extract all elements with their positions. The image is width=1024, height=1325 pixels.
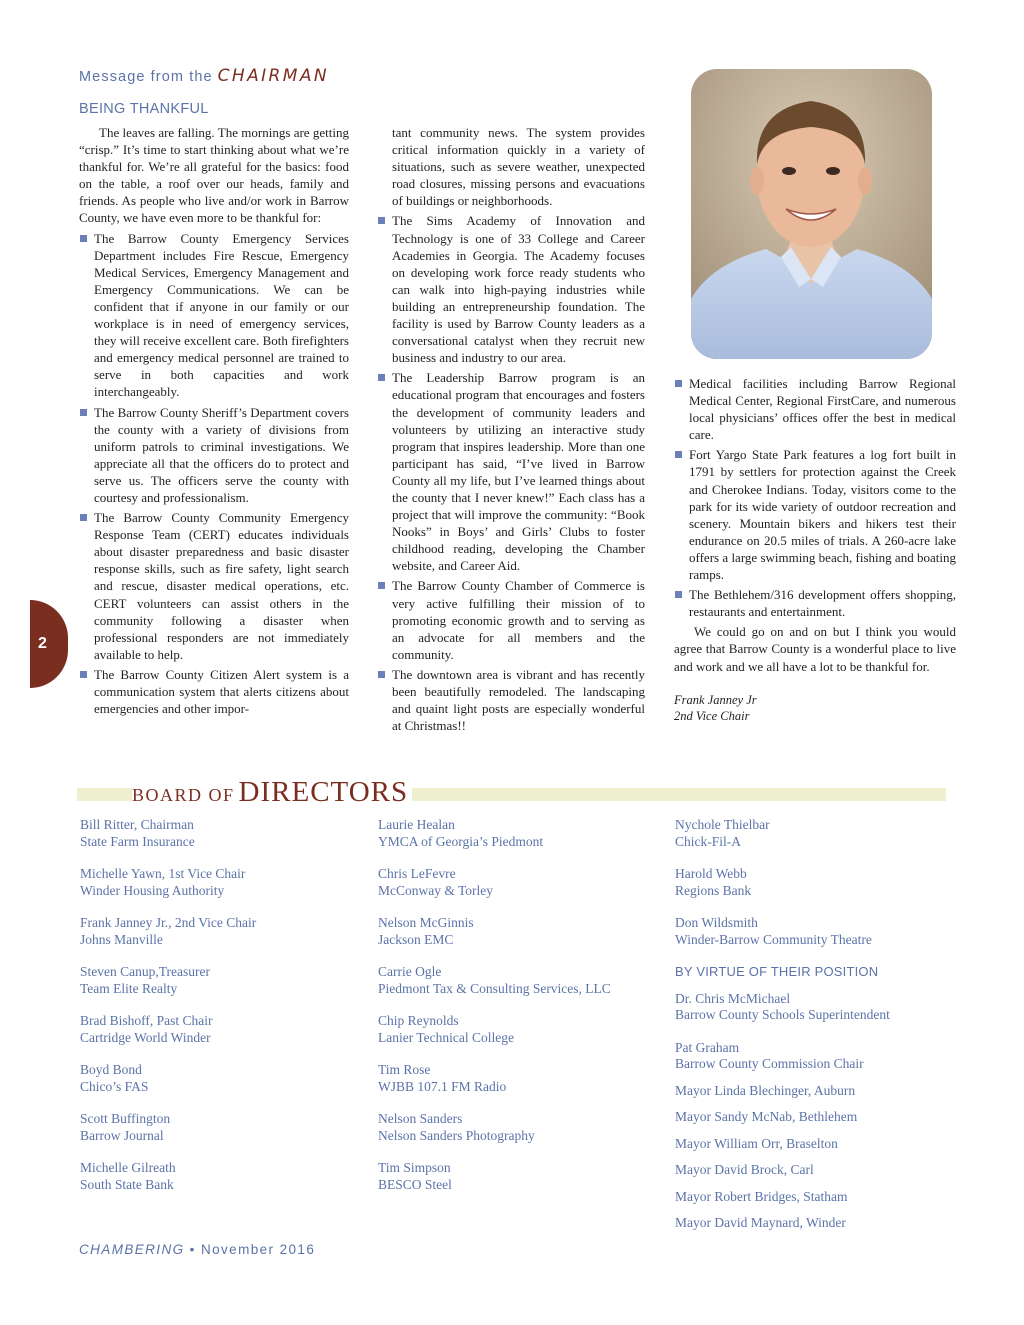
director-entry xyxy=(378,1160,668,1193)
message-from-label: Message from the xyxy=(79,69,213,85)
square-bullet-icon xyxy=(378,582,385,589)
article-intro: The leaves are falling. The mornings are getting “crisp.” It’s time to start thinking about what we’re thankful for. We’re all grateful for the basics: food on the table, a roof over our heads, family and friends. As people who live and/or work in Barrow County, we have even more to be thankful for: xyxy=(79,125,349,226)
director-org: Winder-Barrow Community Theatre xyxy=(675,931,872,947)
director-name: Brad Bishoff, Past Chair xyxy=(80,1013,213,1028)
list-item: The Bethlehem/316 development offers shopping, restaurants and entertainment. xyxy=(674,586,956,620)
director-name: Nelson McGinnis xyxy=(378,915,474,930)
footer-separator: • xyxy=(189,1242,196,1257)
signature xyxy=(674,692,956,724)
director-name: Don Wildsmith xyxy=(675,915,758,930)
page-number-tab xyxy=(30,600,68,688)
page-number: 2 xyxy=(38,635,47,652)
signature-title: 2nd Vice Chair xyxy=(674,708,750,723)
list-item: The Barrow County Chamber of Commerce is very active fulfilling their mission of to promoting economic growth and to serving as an advocate for all members and the community. xyxy=(377,577,645,662)
director-org: Team Elite Realty xyxy=(80,980,178,996)
issue-date: November 2016 xyxy=(200,1242,316,1257)
director-org: Chico’s FAS xyxy=(80,1078,149,1094)
director-org: Lanier Technical College xyxy=(378,1029,514,1045)
director-org: Regions Bank xyxy=(675,882,752,898)
director-name: Chip Reynolds xyxy=(378,1013,459,1028)
mayor-entry: Mayor Robert Bridges, Statham xyxy=(675,1188,848,1204)
article-subhead: BEING THANKFUL xyxy=(79,101,209,117)
director-entry xyxy=(80,1062,370,1095)
publication-name: CHAMBERING xyxy=(79,1242,185,1257)
board-title-small: BOARD OF xyxy=(132,785,235,805)
director-name: Tim Simpson xyxy=(378,1160,451,1175)
director-org: Jackson EMC xyxy=(378,931,454,947)
bullet-list-2 xyxy=(377,212,645,734)
director-entry xyxy=(675,817,965,850)
director-entry xyxy=(378,1062,668,1095)
page-footer xyxy=(79,1242,315,1257)
director-name: Boyd Bond xyxy=(80,1062,142,1077)
director-name: Frank Janney Jr., 2nd Vice Chair xyxy=(80,915,257,930)
square-bullet-icon xyxy=(80,671,87,678)
list-item: Medical facilities including Barrow Regional Medical Center, Regional FirstCare, and numerous local physicians’ offices offer the best in medical care. xyxy=(674,375,956,443)
director-name: Harold Webb xyxy=(675,866,747,881)
director-name: Nychole Thielbar xyxy=(675,817,770,832)
director-name: Dr. Chris McMichael xyxy=(675,990,791,1006)
director-entry xyxy=(80,1160,370,1193)
article-column-3 xyxy=(674,372,956,724)
mayor-entry: Mayor David Maynard, Winder xyxy=(675,1215,846,1230)
director-org: BESCO Steel xyxy=(378,1176,452,1192)
director-org: Winder Housing Authority xyxy=(80,882,225,898)
director-entry xyxy=(675,991,965,1024)
mayor-entry: Mayor Sandy McNab, Bethlehem xyxy=(675,1109,858,1124)
square-bullet-icon xyxy=(675,591,682,598)
square-bullet-icon xyxy=(378,374,385,381)
square-bullet-icon xyxy=(675,380,682,387)
director-org: McConway & Torley xyxy=(378,882,494,898)
director-entry xyxy=(80,866,370,899)
director-org: Nelson Sanders Photography xyxy=(378,1127,535,1143)
board-title xyxy=(132,776,412,809)
director-entry xyxy=(378,1013,668,1046)
message-title xyxy=(79,66,329,86)
director-entry xyxy=(675,915,965,948)
director-name: Michelle Gilreath xyxy=(80,1160,176,1175)
director-org: Barrow County Schools Superintendent xyxy=(675,1007,890,1022)
mayor-entry: Mayor Linda Blechinger, Auburn xyxy=(675,1082,856,1098)
bullet-list-3 xyxy=(674,375,956,620)
list-item: The Barrow County Sheriff’s Department covers the county with a variety of divisions from uniform patrols to criminal investigations. We appreciate all that the officers do to protect and serve us. The officers serve the county with courtesy and professionalism. xyxy=(79,404,349,507)
list-item: The Sims Academy of Innovation and Technology is one of 33 College and Career Academies in Georgia. The Academy focuses on developing work force ready students who can walk into high-paying industries while building an entrepreneurship foundation. The facility is used by Barrow County leaders as a conversational catalyst when they recruit new business and industry to our area. xyxy=(377,212,645,366)
director-org: State Farm Insurance xyxy=(80,833,195,849)
director-entry xyxy=(80,915,370,948)
director-entry xyxy=(378,866,668,899)
director-entry xyxy=(378,817,668,850)
chairman-label: CHAIRMAN xyxy=(217,66,329,86)
square-bullet-icon xyxy=(80,514,87,521)
director-name: Pat Graham xyxy=(675,1039,740,1055)
director-name: Bill Ritter, Chairman xyxy=(80,817,194,832)
director-entry xyxy=(80,964,370,997)
list-item: Fort Yargo State Park features a log fort built in 1791 by settlers for protection against the Creek and Cherokee Indians. Today, visitors come to the park for its wide variety of outdoor recreation and scenery. Mountain bikers and hikers test their endurance on 20.5 miles of trials. A 260-acre lake offers a large swimming beach, fishing and boating ramps. xyxy=(674,446,956,583)
director-name: Laurie Healan xyxy=(378,817,455,832)
directors-column-1 xyxy=(80,817,370,1209)
directors-column-2 xyxy=(378,817,668,1209)
director-name: Chris LeFevre xyxy=(378,866,456,881)
square-bullet-icon xyxy=(80,235,87,242)
director-org: Chick-Fil-A xyxy=(675,833,741,849)
board-title-big: DIRECTORS xyxy=(238,776,409,808)
square-bullet-icon xyxy=(675,451,682,458)
director-org: Johns Manville xyxy=(80,931,163,947)
list-item: The Barrow County Citizen Alert system is a communication system that alerts citizens about emergencies and other impor- xyxy=(79,666,349,717)
director-org: WJBB 107.1 FM Radio xyxy=(378,1078,507,1094)
director-entry xyxy=(675,1040,965,1073)
director-entry xyxy=(378,915,668,948)
chairman-photo xyxy=(691,69,932,359)
director-name: Michelle Yawn, 1st Vice Chair xyxy=(80,866,246,881)
square-bullet-icon xyxy=(80,409,87,416)
square-bullet-icon xyxy=(378,217,385,224)
square-bullet-icon xyxy=(378,671,385,678)
list-item: The Barrow County Community Emergency Response Team (CERT) educates individuals about disaster preparedness and basic disaster response skills, such as fire safety, light search and rescue, disaster medical operations, etc. CERT volunteers can assist others in the community following a disaster when professional responders are not immediately available to help. xyxy=(79,509,349,663)
director-name: Carrie Ogle xyxy=(378,964,442,979)
director-org: South State Bank xyxy=(80,1176,174,1192)
director-entry xyxy=(80,817,370,850)
director-org: Barrow Journal xyxy=(80,1127,164,1143)
bullet-list-1 xyxy=(79,230,349,718)
director-entry xyxy=(675,866,965,899)
director-org: YMCA of Georgia’s Piedmont xyxy=(378,833,544,849)
director-name: Nelson Sanders xyxy=(378,1111,463,1126)
director-entry xyxy=(378,1111,668,1144)
director-entry xyxy=(80,1111,370,1144)
signature-name: Frank Janney Jr xyxy=(674,692,757,707)
list-item: The downtown area is vibrant and has recently been beautifully remodeled. The landscaping and quaint light posts are especially wonderful at Christmas!! xyxy=(377,666,645,734)
director-org: Barrow County Commission Chair xyxy=(675,1056,864,1071)
mayor-entry: Mayor David Brock, Carl xyxy=(675,1162,814,1177)
directors-column-3 xyxy=(675,817,965,1242)
director-org: Piedmont Tax & Consulting Services, LLC xyxy=(378,980,611,996)
list-item: The Leadership Barrow program is an educational program that encourages and fosters the development of community leaders and volunteers by utilizing an interactive study program that inspires leadership. More than one participant has said, “I’ve lived in Barrow County all my life, but I’ve learned things about the county that I never knew!” Each class has a project that will improve the community: “Book Nooks” in Boys’ and Girls’ Clubs to foster childhood reading, developing the Chamber website, and Career Aid. xyxy=(377,369,645,574)
director-name: Steven Canup,Treasurer xyxy=(80,964,210,979)
virtue-heading: BY VIRTUE OF THEIR POSITION xyxy=(675,964,879,979)
director-org: Cartridge World Winder xyxy=(80,1029,211,1045)
mayor-entry: Mayor William Orr, Braselton xyxy=(675,1135,838,1151)
list-item: The Barrow County Emergency Services Department includes Fire Rescue, Emergency Medical Services, Emergency Management and Emergency Communications. We can be confident that if anyone in our family or our workplace is in need of emergency services, they will receive excellent care. Both firefighters and emergency medical personnel are trained to serve in both capacities and work interchangeably. xyxy=(79,230,349,401)
closing-paragraph: We could go on and on but I think you would agree that Barrow County is a wonderful place to live and work and we all have a lot to be thankful for. xyxy=(674,624,956,674)
director-name: Tim Rose xyxy=(378,1062,431,1077)
director-entry xyxy=(80,1013,370,1046)
article-column-2 xyxy=(377,124,645,734)
director-entry xyxy=(378,964,668,997)
director-name: Scott Buffington xyxy=(80,1111,171,1126)
continued-text: tant community news. The system provides critical information quickly in a variety of situations, such as severe weather, unexpected road closures, missing persons and evacuations of buildings or neighborhoods. xyxy=(392,125,645,209)
article-column-1 xyxy=(79,124,349,717)
